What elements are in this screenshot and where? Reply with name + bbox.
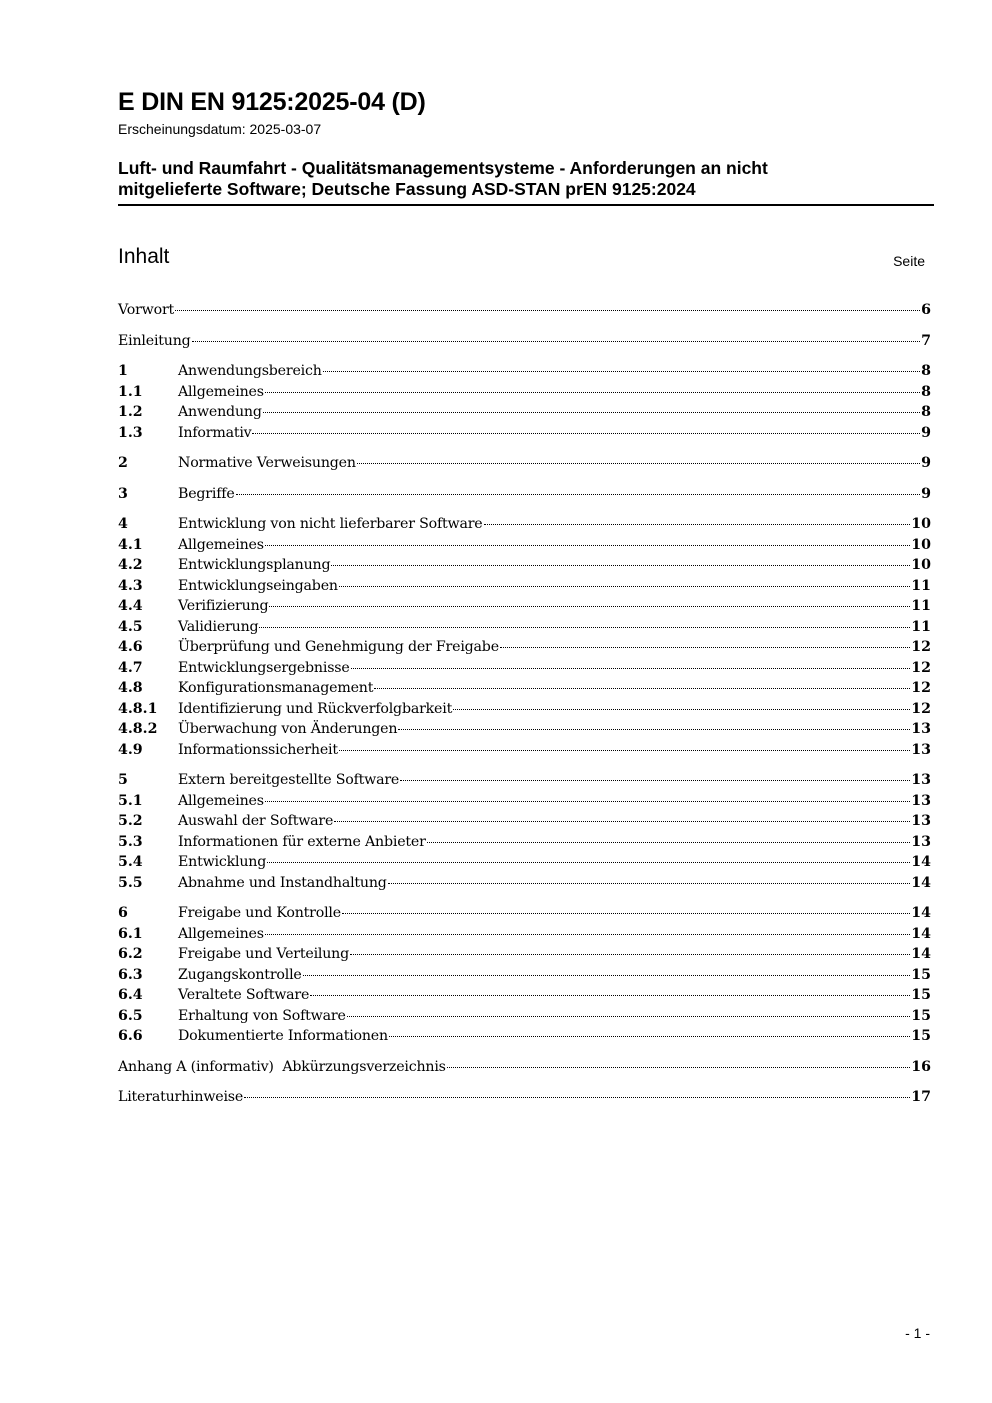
toc-entry-5-2[interactable]: [118, 811, 931, 832]
toc-entry-6-3[interactable]: [118, 965, 931, 986]
toc-leader-dots: [265, 545, 910, 546]
toc-entry-page: 8: [921, 363, 931, 379]
table-of-contents: [118, 300, 931, 1108]
toc-entry-5-1[interactable]: [118, 791, 931, 812]
toc-entry-title: Zugangskontrolle: [178, 966, 302, 983]
toc-leader-dots: [339, 586, 910, 587]
toc-leader-dots: [265, 801, 910, 802]
toc-entry-title: Dokumentierte Informationen: [178, 1028, 388, 1044]
toc-leader-dots: [267, 862, 910, 863]
toc-entry-number: 4.3: [118, 577, 143, 594]
toc-entry-number: 4.7: [118, 659, 143, 676]
toc-entry-5-3[interactable]: [118, 832, 931, 853]
toc-entry-page: 12: [911, 700, 931, 717]
toc-leader-dots: [374, 688, 910, 689]
toc-entry-6-4[interactable]: [118, 985, 931, 1006]
toc-entry-page: 9: [921, 424, 931, 441]
toc-entry-title: Allgemeines: [178, 925, 264, 942]
toc-entry-1-3[interactable]: [118, 423, 931, 444]
toc-entry-page: 10: [911, 516, 931, 532]
toc-entry-5-5[interactable]: [118, 873, 931, 894]
toc-entry-title: Auswahl der Software: [178, 813, 334, 829]
toc-leader-dots: [342, 913, 910, 914]
toc-entry-title: Erhaltung von Software: [178, 1007, 346, 1024]
toc-leader-dots: [236, 494, 921, 495]
toc-entry-number: 1: [118, 363, 128, 379]
toc-entry-number: 6.4: [118, 987, 143, 1003]
toc-entry-page: 11: [911, 618, 931, 635]
toc-entry-4-6[interactable]: [118, 637, 931, 658]
toc-entry-title: Allgemeines: [178, 536, 264, 553]
toc-entry-page: 15: [911, 1028, 931, 1044]
toc-entry-title: Begriffe: [178, 485, 235, 502]
toc-leader-dots: [500, 647, 910, 648]
toc-entry-4-8[interactable]: [118, 678, 931, 699]
toc-entry-number: 1.2: [118, 404, 143, 420]
toc-leader-dots: [331, 565, 910, 566]
toc-entry-page: 15: [911, 966, 931, 983]
toc-entry-number: 5.4: [118, 854, 143, 870]
toc-entry-4-9[interactable]: [118, 740, 931, 761]
toc-entry-6[interactable]: [118, 903, 931, 924]
toc-entry-title: Literaturhinweise: [118, 1089, 244, 1105]
toc-entry-title: Normative Verweisungen: [178, 455, 356, 471]
toc-entry-number: 4.4: [118, 598, 143, 614]
document-title-line-1: Luft- und Raumfahrt - Qualitätsmanagementsysteme - Anforderungen an nicht: [118, 158, 768, 178]
toc-entry-page: 14: [911, 854, 931, 870]
toc-entry-page: 13: [911, 741, 931, 758]
toc-entry-page: 8: [921, 404, 931, 420]
publication-date: Erscheinungsdatum: 2025-03-07: [118, 121, 322, 137]
toc-entry-page: 15: [911, 1007, 931, 1024]
toc-entry-number: 3: [118, 485, 128, 502]
toc-entry-4-4[interactable]: [118, 596, 931, 617]
toc-leader-dots: [244, 1097, 910, 1098]
toc-entry-4-7[interactable]: [118, 658, 931, 679]
toc-entry-number: 4.8.2: [118, 721, 158, 737]
toc-leader-dots: [192, 341, 921, 342]
toc-entry-page: 13: [911, 721, 931, 737]
toc-entry-title: Anwendung: [178, 404, 262, 420]
toc-entry-title: Allgemeines: [178, 383, 264, 400]
toc-entry-page: 12: [911, 659, 931, 676]
document-title: [118, 158, 934, 206]
toc-leader-dots: [303, 975, 911, 976]
toc-entry-page: 12: [911, 680, 931, 696]
toc-entry-1-1[interactable]: [118, 382, 931, 403]
toc-entry-number: 6: [118, 905, 128, 921]
toc-entry-title: Informationen für externe Anbieter: [178, 833, 426, 850]
toc-leader-dots: [265, 392, 920, 393]
toc-entry-title: Einleitung: [118, 332, 191, 349]
toc-entry-page: 11: [911, 577, 931, 594]
toc-entry-page: 8: [921, 383, 931, 400]
toc-entry-title: Veraltete Software: [178, 987, 310, 1003]
toc-entry-vorwort[interactable]: [118, 300, 931, 321]
toc-entry-einleitung[interactable]: [118, 331, 931, 352]
page-number: - 1 -: [905, 1325, 930, 1341]
toc-leader-dots: [323, 371, 920, 372]
toc-leader-dots: [447, 1067, 910, 1068]
toc-entry-6-1[interactable]: [118, 924, 931, 945]
toc-leader-dots: [453, 709, 910, 710]
toc-entry-6-6[interactable]: [118, 1026, 931, 1047]
toc-entry-4-5[interactable]: [118, 617, 931, 638]
toc-entry-title: Extern bereitgestellte Software: [178, 772, 400, 788]
toc-leader-dots: [334, 821, 910, 822]
document-id: E DIN EN 9125:2025-04 (D): [118, 88, 426, 116]
toc-entry-title: Informationssicherheit: [178, 741, 338, 758]
toc-entry-literaturhinweise[interactable]: [118, 1087, 931, 1108]
toc-entry-title: Vorwort: [118, 302, 175, 318]
toc-entry-page: 6: [921, 302, 931, 318]
toc-heading: Inhalt: [118, 245, 170, 268]
toc-entry-4[interactable]: [118, 514, 931, 535]
toc-leader-dots: [357, 463, 920, 464]
toc-entry-number: 4.2: [118, 557, 143, 573]
toc-entry-number: 1.1: [118, 383, 143, 400]
toc-entry-number: 5.2: [118, 813, 143, 829]
toc-leader-dots: [269, 606, 910, 607]
toc-entry-5[interactable]: [118, 770, 931, 791]
toc-entry-3[interactable]: [118, 484, 931, 505]
toc-entry-4-2[interactable]: [118, 555, 931, 576]
toc-entry-4-8-2[interactable]: [118, 719, 931, 740]
toc-entry-number: 6.5: [118, 1007, 143, 1024]
toc-entry-title: Verifizierung: [178, 598, 269, 614]
toc-entry-page: 10: [911, 536, 931, 553]
toc-leader-dots: [263, 412, 920, 413]
toc-entry-page: 13: [911, 772, 931, 788]
toc-entry-title: Entwicklungsplanung: [178, 557, 331, 573]
toc-entry-page: 10: [911, 557, 931, 573]
toc-entry-title: Freigabe und Verteilung: [178, 946, 350, 962]
toc-page-label: Seite: [893, 253, 925, 269]
toc-entry-page: 14: [911, 905, 931, 921]
toc-leader-dots: [351, 668, 911, 669]
toc-entry-title: Überwachung von Änderungen: [178, 721, 398, 737]
toc-entry-title: Entwicklung: [178, 854, 267, 870]
toc-entry-number: 6.3: [118, 966, 143, 983]
toc-entry-page: 9: [921, 485, 931, 502]
toc-entry-page: 16: [911, 1058, 931, 1075]
toc-leader-dots: [350, 954, 910, 955]
toc-entry-title: Allgemeines: [178, 792, 264, 809]
toc-leader-dots: [400, 780, 910, 781]
toc-entry-6-5[interactable]: [118, 1006, 931, 1027]
toc-entry-title: Entwicklungsergebnisse: [178, 659, 350, 676]
toc-entry-page: 13: [911, 833, 931, 850]
toc-leader-dots: [484, 524, 911, 525]
toc-entry-title: Entwicklungseingaben: [178, 577, 338, 594]
toc-leader-dots: [175, 310, 920, 311]
toc-entry-number: 4.8.1: [118, 700, 158, 717]
toc-leader-dots: [339, 750, 910, 751]
toc-entry-number: 4: [118, 516, 128, 532]
toc-entry-1-2[interactable]: [118, 402, 931, 423]
toc-entry-title: Entwicklung von nicht lieferbarer Software: [178, 516, 483, 532]
toc-entry-number: 5.5: [118, 874, 143, 891]
toc-leader-dots: [388, 883, 911, 884]
toc-entry-number: 6.6: [118, 1028, 143, 1044]
toc-entry-4-3[interactable]: [118, 576, 931, 597]
toc-entry-title: Abnahme und Instandhaltung: [178, 874, 387, 891]
toc-entry-page: 15: [911, 987, 931, 1003]
toc-entry-number: 6.2: [118, 946, 143, 962]
toc-entry-page: 9: [921, 455, 931, 471]
toc-entry-number: 5.3: [118, 833, 143, 850]
toc-leader-dots: [427, 842, 911, 843]
toc-entry-number: 5.1: [118, 792, 143, 809]
toc-entry-number: 4.1: [118, 536, 143, 553]
toc-leader-dots: [347, 1016, 911, 1017]
toc-entry-page: 17: [911, 1089, 931, 1105]
toc-entry-title: Überprüfung und Genehmigung der Freigabe: [178, 639, 499, 655]
toc-leader-dots: [389, 1036, 910, 1037]
toc-entry-2[interactable]: [118, 453, 931, 474]
toc-leader-dots: [252, 433, 920, 434]
toc-entry-6-2[interactable]: [118, 944, 931, 965]
toc-entry-number: 5: [118, 772, 128, 788]
toc-entry-title: Validierung: [178, 618, 259, 635]
toc-entry-title: Konfigurationsmanagement: [178, 680, 374, 696]
toc-entry-1[interactable]: [118, 361, 931, 382]
toc-leader-dots: [398, 729, 910, 730]
toc-entry-title: Anwendungsbereich: [178, 363, 322, 379]
toc-entry-page: 14: [911, 874, 931, 891]
toc-entry-page: 7: [921, 332, 931, 349]
toc-entry-page: 11: [911, 598, 931, 614]
toc-entry-page: 14: [911, 925, 931, 942]
toc-entry-number: 4.8: [118, 680, 143, 696]
toc-entry-page: 14: [911, 946, 931, 962]
toc-entry-title: Freigabe und Kontrolle: [178, 905, 341, 921]
toc-entry-number: 6.1: [118, 925, 143, 942]
toc-entry-4-8-1[interactable]: [118, 699, 931, 720]
document-title-line-2: mitgelieferte Software; Deutsche Fassung ASD-STAN prEN 9125:2024: [118, 179, 696, 199]
toc-entry-number: 4.6: [118, 639, 143, 655]
toc-entry-4-1[interactable]: [118, 535, 931, 556]
toc-entry-number: 4.5: [118, 618, 143, 635]
toc-leader-dots: [265, 934, 910, 935]
toc-entry-number: 1.3: [118, 424, 143, 441]
toc-entry-page: 12: [911, 639, 931, 655]
toc-entry-5-4[interactable]: [118, 852, 931, 873]
toc-entry-number: 2: [118, 455, 128, 471]
toc-leader-dots: [310, 995, 910, 996]
toc-entry-page: 13: [911, 792, 931, 809]
toc-entry-title: Anhang A (informativ) Abkürzungsverzeichnis: [118, 1058, 446, 1075]
toc-leader-dots: [259, 627, 910, 628]
toc-entry-page: 13: [911, 813, 931, 829]
toc-entry-title: Identifizierung und Rückverfolgbarkeit: [178, 700, 453, 717]
toc-entry-anhang-a[interactable]: [118, 1057, 931, 1078]
toc-entry-number: 4.9: [118, 741, 143, 758]
toc-entry-title: Informativ: [178, 424, 252, 441]
